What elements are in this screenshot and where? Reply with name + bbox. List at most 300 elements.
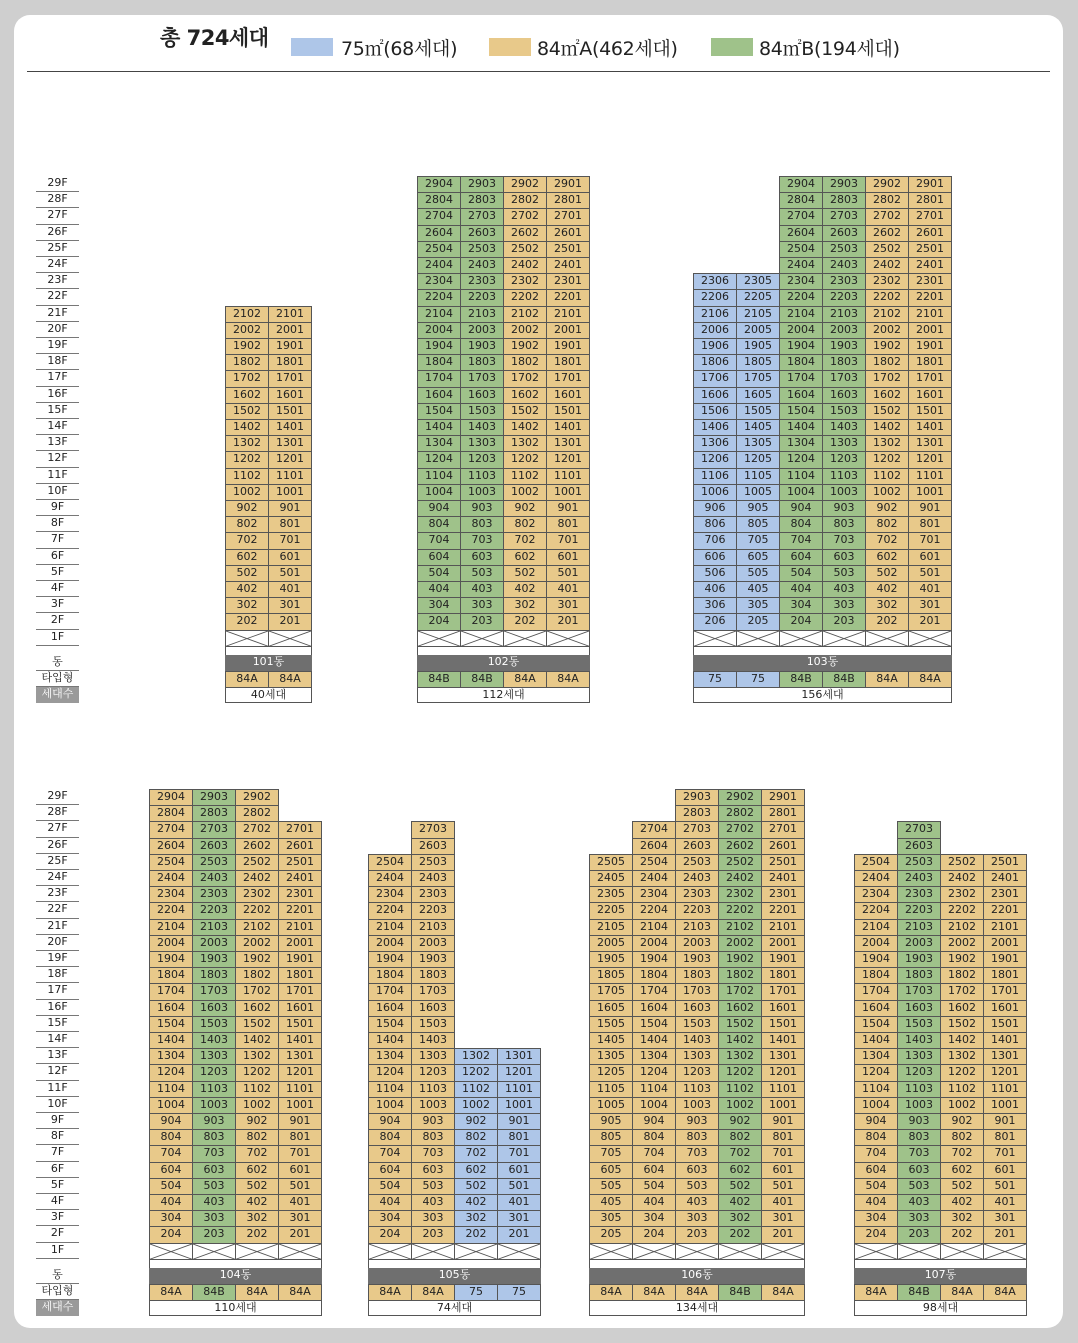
pilotis-x-icon [236,1244,278,1259]
unit-cell: 2303 [411,886,455,903]
unit-cell: 1503 [411,1016,455,1033]
unit-cell: 1705 [736,370,780,387]
unit-cell: 503 [411,1178,455,1195]
pilotis-cell [632,1243,676,1260]
unit-cell: 2902 [503,176,547,193]
unit-cell: 201 [546,613,590,630]
unit-cell: 2703 [822,208,866,225]
unit-cell: 2401 [908,257,952,274]
unit-cell: 505 [736,565,780,582]
unit-cell: 2901 [908,176,952,193]
unit-cell: 2504 [854,854,898,871]
unit-cell: 1603 [675,1000,719,1017]
building-households: 112세대 [417,687,590,703]
unit-cell: 1606 [693,387,737,404]
row-label-dong: 동 [36,655,79,671]
unit-cell: 2001 [268,322,312,339]
pilotis-cell [908,630,952,647]
unit-cell: 2802 [865,192,909,209]
pilotis-x-icon [676,1244,718,1259]
building-name: 105동 [368,1268,541,1284]
legend-swatch-75 [291,38,333,56]
unit-cell: 2602 [865,225,909,242]
unit-cell: 2503 [411,854,455,871]
row-label-households: 세대수 [36,1300,79,1316]
unit-cell: 1301 [546,435,590,452]
floor-label: 9F [36,1113,79,1129]
unit-cell: 903 [897,1113,941,1130]
unit-cell: 902 [865,500,909,517]
unit-cell: 601 [983,1162,1027,1179]
unit-cell: 302 [225,597,269,614]
unit-cell: 2502 [718,854,762,871]
unit-cell: 201 [761,1226,805,1243]
unit-cell: 2305 [736,273,780,290]
unit-cell: 403 [897,1194,941,1211]
unit-cell: 1603 [192,1000,236,1017]
unit-cell: 703 [675,1145,719,1162]
unit-cell: 601 [761,1162,805,1179]
unit-cell: 602 [503,549,547,566]
unit-cell: 1403 [675,1032,719,1049]
unit-cell: 1206 [693,451,737,468]
pilotis-cell [983,1243,1027,1260]
unit-cell: 1804 [417,354,461,371]
unit-cell: 506 [693,565,737,582]
unit-cell: 2001 [546,322,590,339]
pilotis-x-icon [498,1244,540,1259]
unit-cell: 2004 [854,935,898,952]
unit-cell: 1605 [736,387,780,404]
unit-cell: 801 [983,1129,1027,1146]
unit-cell: 1405 [589,1032,633,1049]
unit-cell: 1001 [497,1097,541,1114]
unit-cell: 2104 [149,919,193,936]
pilotis-cell [865,630,909,647]
unit-cell: 2404 [632,870,676,887]
unit-cell: 2703 [192,821,236,838]
unit-cell: 2001 [761,935,805,952]
unit-cell: 402 [865,581,909,598]
unit-cell: 702 [235,1145,279,1162]
unit-cell: 301 [546,597,590,614]
unit-cell: 2503 [192,854,236,871]
unit-cell: 2004 [632,935,676,952]
unit-cell: 1904 [149,951,193,968]
unit-cell: 304 [149,1210,193,1227]
unit-cell: 601 [497,1162,541,1179]
floor-label: 28F [36,805,79,821]
unit-cell: 1504 [854,1016,898,1033]
unit-cell: 1304 [368,1048,412,1065]
unit-cell: 2803 [675,805,719,822]
unit-cell: 2301 [546,273,590,290]
floor-label: 7F [36,1145,79,1161]
floor-label: 13F [36,1048,79,1064]
unit-cell: 404 [854,1194,898,1211]
unit-cell: 302 [454,1210,498,1227]
unit-cell: 404 [632,1194,676,1211]
unit-cell: 1902 [718,951,762,968]
unit-cell: 402 [718,1194,762,1211]
unit-cell: 401 [278,1194,322,1211]
unit-cell: 1003 [675,1097,719,1114]
unit-cell: 604 [779,549,823,566]
unit-cell: 1503 [460,403,504,420]
unit-cell: 1903 [675,951,719,968]
unit-cell: 1106 [693,468,737,485]
unit-cell: 2801 [761,805,805,822]
unit-cell: 802 [454,1129,498,1146]
floor-label: 11F [36,1081,79,1097]
legend-label-84a: 84㎡A(462세대) [537,38,678,60]
unit-cell: 1704 [368,983,412,1000]
unit-cell: 501 [761,1178,805,1195]
unit-cell: 1704 [417,370,461,387]
unit-cell: 1505 [589,1016,633,1033]
unit-cell: 2404 [368,870,412,887]
unit-cell: 2603 [411,838,455,855]
unit-cell: 1201 [983,1064,1027,1081]
unit-cell: 1903 [460,338,504,355]
unit-cell: 504 [417,565,461,582]
floor-label: 17F [36,983,79,999]
unit-cell: 704 [149,1145,193,1162]
unit-cell: 1001 [268,484,312,501]
unit-cell: 1502 [225,403,269,420]
unit-cell: 1904 [417,338,461,355]
unit-cell: 2302 [235,886,279,903]
unit-cell: 1301 [497,1048,541,1065]
floor-label: 15F [36,1016,79,1032]
unit-cell: 501 [546,565,590,582]
unit-cell: 1203 [411,1064,455,1081]
unit-cell: 1902 [225,338,269,355]
unit-cell: 502 [225,565,269,582]
unit-cell: 1303 [822,435,866,452]
unit-cell: 1301 [761,1048,805,1065]
unit-cell: 805 [589,1129,633,1146]
unit-cell: 1901 [268,338,312,355]
unit-cell: 402 [940,1194,984,1211]
unit-cell: 1503 [192,1016,236,1033]
unit-cell: 2205 [589,902,633,919]
unit-cell: 1501 [908,403,952,420]
unit-cell: 2403 [822,257,866,274]
building-households: 110세대 [149,1300,322,1316]
unit-cell: 1303 [192,1048,236,1065]
building-name: 102동 [417,655,590,671]
floor-label: 15F [36,403,79,419]
unit-cell: 1103 [822,468,866,485]
unit-cell: 2102 [225,306,269,323]
floor-label: 14F [36,1032,79,1048]
unit-cell: 301 [268,597,312,614]
unit-cell: 2803 [192,805,236,822]
unit-cell: 1304 [779,435,823,452]
pilotis-cell [192,1243,236,1260]
unit-cell: 1302 [718,1048,762,1065]
unit-type-cell: 84B [897,1284,941,1301]
unit-cell: 1504 [632,1016,676,1033]
unit-cell: 1204 [417,451,461,468]
unit-cell: 2401 [278,870,322,887]
unit-cell: 302 [235,1210,279,1227]
unit-cell: 203 [192,1226,236,1243]
pilotis-x-icon [780,631,822,646]
unit-cell: 2503 [675,854,719,871]
unit-cell: 2001 [983,935,1027,952]
unit-cell: 903 [460,500,504,517]
unit-cell: 306 [693,597,737,614]
unit-cell: 2701 [761,821,805,838]
unit-cell: 2002 [865,322,909,339]
unit-cell: 2202 [940,902,984,919]
unit-cell: 2103 [897,919,941,936]
unit-cell: 1704 [149,983,193,1000]
pilotis-x-icon [226,631,268,646]
unit-cell: 1201 [278,1064,322,1081]
unit-cell: 2202 [865,289,909,306]
unit-cell: 1404 [632,1032,676,1049]
building-households: 98세대 [854,1300,1027,1316]
unit-cell: 2703 [460,208,504,225]
unit-cell: 1401 [983,1032,1027,1049]
unit-cell: 302 [718,1210,762,1227]
pilotis-x-icon [461,631,503,646]
unit-cell: 702 [718,1145,762,1162]
unit-cell: 1601 [268,387,312,404]
unit-cell: 1404 [854,1032,898,1049]
unit-cell: 901 [761,1113,805,1130]
pilotis-x-icon [269,631,311,646]
pilotis-cell [497,1243,541,1260]
unit-cell: 2403 [411,870,455,887]
unit-cell: 1904 [854,951,898,968]
unit-cell: 2504 [149,854,193,871]
unit-cell: 1004 [632,1097,676,1114]
unit-cell: 2203 [822,289,866,306]
pilotis-x-icon [547,631,589,646]
unit-cell: 203 [822,613,866,630]
pilotis-cell [718,1243,762,1260]
unit-cell: 604 [149,1162,193,1179]
unit-cell: 2201 [983,902,1027,919]
unit-cell: 1404 [779,419,823,436]
unit-cell: 2402 [865,257,909,274]
unit-cell: 606 [693,549,737,566]
unit-cell: 2901 [761,789,805,806]
unit-cell: 1102 [225,468,269,485]
unit-cell: 1101 [983,1081,1027,1098]
unit-cell: 1104 [854,1081,898,1098]
unit-cell: 802 [225,516,269,533]
unit-cell: 1804 [779,354,823,371]
unit-cell: 1901 [908,338,952,355]
floor-label: 11F [36,468,79,484]
unit-cell: 2801 [546,192,590,209]
unit-cell: 2703 [411,821,455,838]
unit-type-cell: 84A [761,1284,805,1301]
unit-cell: 1301 [278,1048,322,1065]
unit-cell: 701 [908,532,952,549]
unit-cell: 2103 [822,306,866,323]
unit-cell: 304 [368,1210,412,1227]
unit-cell: 503 [897,1178,941,1195]
unit-cell: 2902 [235,789,279,806]
pilotis-x-icon [984,1244,1026,1259]
unit-cell: 1104 [368,1081,412,1098]
unit-cell: 201 [983,1226,1027,1243]
unit-cell: 2102 [865,306,909,323]
unit-cell: 1403 [411,1032,455,1049]
unit-cell: 904 [632,1113,676,1130]
unit-cell: 1802 [940,967,984,984]
unit-cell: 1602 [503,387,547,404]
unit-cell: 1002 [235,1097,279,1114]
pilotis-cell [417,630,461,647]
unit-cell: 1405 [736,419,780,436]
unit-cell: 1901 [761,951,805,968]
unit-cell: 1601 [761,1000,805,1017]
unit-cell: 2101 [983,919,1027,936]
unit-cell: 605 [589,1162,633,1179]
unit-cell: 1002 [454,1097,498,1114]
unit-cell: 601 [278,1162,322,1179]
pilotis-x-icon [941,1244,983,1259]
unit-cell: 1906 [693,338,737,355]
pilotis-x-icon [633,1244,675,1259]
pilotis-cell [546,630,590,647]
unit-cell: 1103 [897,1081,941,1098]
unit-cell: 1003 [460,484,504,501]
unit-cell: 2203 [192,902,236,919]
pilotis-cell [149,1243,193,1260]
unit-cell: 1504 [779,403,823,420]
pilotis-x-icon [737,631,779,646]
floor-label: 22F [36,289,79,305]
unit-cell: 1302 [454,1048,498,1065]
unit-cell: 1105 [736,468,780,485]
unit-cell: 1303 [675,1048,719,1065]
unit-cell: 2701 [546,208,590,225]
unit-cell: 2903 [822,176,866,193]
unit-cell: 2002 [503,322,547,339]
unit-cell: 603 [192,1162,236,1179]
unit-cell: 2904 [417,176,461,193]
unit-cell: 2102 [235,919,279,936]
unit-cell: 1401 [546,419,590,436]
unit-cell: 1602 [865,387,909,404]
unit-cell: 2702 [865,208,909,225]
unit-type-cell: 84B [192,1284,236,1301]
unit-cell: 1202 [940,1064,984,1081]
unit-cell: 1201 [268,451,312,468]
unit-cell: 704 [632,1145,676,1162]
pilotis-cell [897,1243,941,1260]
unit-cell: 804 [632,1129,676,1146]
unit-cell: 1501 [546,403,590,420]
unit-cell: 501 [497,1178,541,1195]
unit-cell: 301 [497,1210,541,1227]
floor-label: 13F [36,435,79,451]
unit-cell: 1001 [761,1097,805,1114]
floor-label: 16F [36,1000,79,1016]
unit-cell: 1901 [278,951,322,968]
unit-cell: 2104 [779,306,823,323]
unit-cell: 502 [454,1178,498,1195]
unit-cell: 1305 [589,1048,633,1065]
unit-cell: 504 [149,1178,193,1195]
floor-label: 27F [36,208,79,224]
unit-cell: 403 [460,581,504,598]
unit-cell: 401 [546,581,590,598]
unit-cell: 802 [503,516,547,533]
unit-cell: 2403 [192,870,236,887]
unit-cell: 1303 [460,435,504,452]
unit-cell: 701 [497,1145,541,1162]
unit-cell: 803 [675,1129,719,1146]
unit-cell: 2204 [779,289,823,306]
unit-cell: 2701 [908,208,952,225]
unit-cell: 2904 [779,176,823,193]
unit-cell: 2202 [718,902,762,919]
unit-cell: 2202 [503,289,547,306]
unit-cell: 701 [278,1145,322,1162]
unit-cell: 2703 [675,821,719,838]
pilotis-cell [693,630,737,647]
unit-cell: 1602 [940,1000,984,1017]
unit-cell: 1103 [411,1081,455,1098]
building-households: 156세대 [693,687,952,703]
unit-cell: 202 [865,613,909,630]
pilotis-x-icon [719,1244,761,1259]
unit-cell: 502 [718,1178,762,1195]
row-label-type: 타입형 [36,1284,79,1300]
unit-cell: 1401 [761,1032,805,1049]
unit-cell: 504 [779,565,823,582]
unit-cell: 902 [940,1113,984,1130]
unit-cell: 2101 [268,306,312,323]
unit-cell: 1901 [983,951,1027,968]
unit-cell: 204 [149,1226,193,1243]
unit-cell: 505 [589,1178,633,1195]
pilotis-cell [454,1243,498,1260]
unit-cell: 802 [718,1129,762,1146]
unit-cell: 1604 [632,1000,676,1017]
unit-type-cell: 84A [854,1284,898,1301]
unit-cell: 503 [675,1178,719,1195]
unit-cell: 2003 [192,935,236,952]
building-name: 107동 [854,1268,1027,1284]
unit-cell: 2903 [675,789,719,806]
unit-cell: 1404 [417,419,461,436]
unit-cell: 201 [278,1226,322,1243]
unit-cell: 603 [460,549,504,566]
unit-cell: 503 [192,1178,236,1195]
unit-cell: 703 [897,1145,941,1162]
row-label-households: 세대수 [36,687,79,703]
unit-cell: 801 [268,516,312,533]
unit-cell: 1302 [225,435,269,452]
unit-cell: 1703 [822,370,866,387]
unit-cell: 1002 [865,484,909,501]
pilotis-x-icon [909,631,951,646]
unit-cell: 2603 [822,225,866,242]
unit-cell: 2201 [761,902,805,919]
unit-cell: 1604 [149,1000,193,1017]
pilotis-x-icon [369,1244,411,1259]
